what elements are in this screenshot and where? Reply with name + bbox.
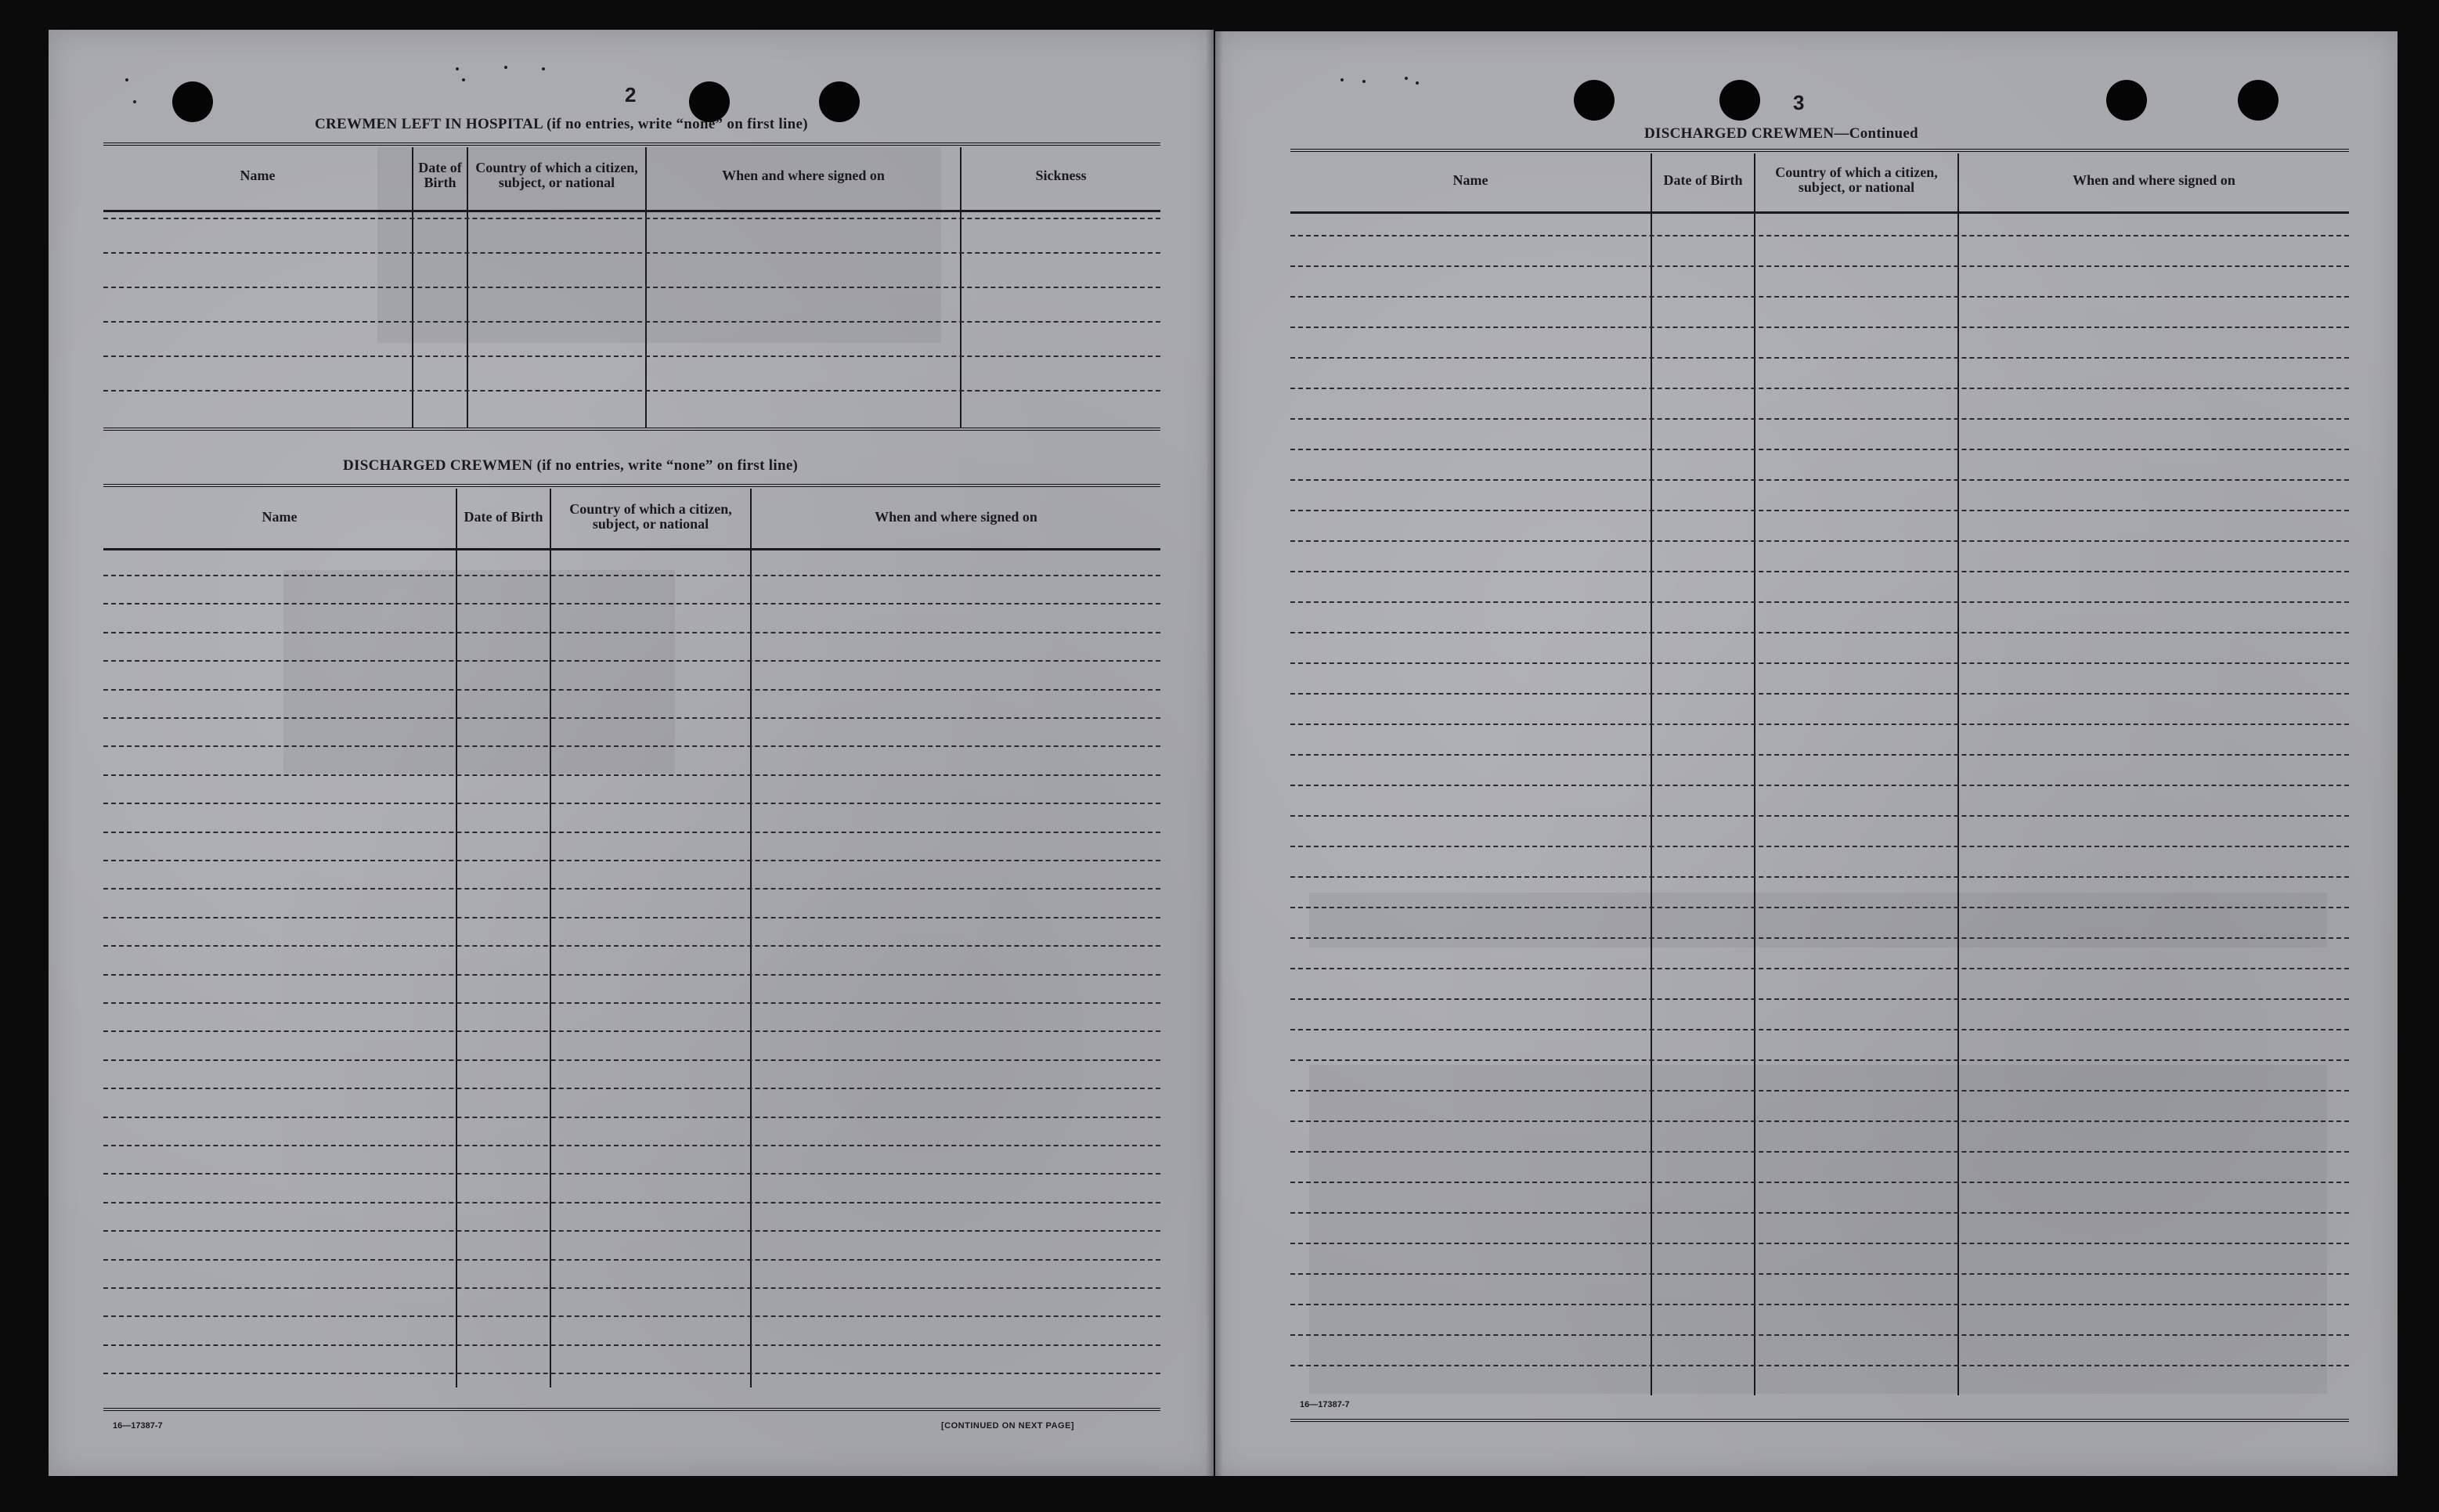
table-bottom-rule <box>103 428 1160 431</box>
table-row-line <box>1290 418 2349 420</box>
table-row-line <box>1290 601 2349 603</box>
table-row-line <box>103 660 1160 662</box>
table-row-line <box>1290 388 2349 389</box>
form-page-2 <box>49 30 1214 1476</box>
table-row-line <box>1290 235 2349 236</box>
table-row-line <box>1290 876 2349 878</box>
col-header-dob: Date of Birth <box>418 160 462 190</box>
table-row-line <box>1290 846 2349 847</box>
table-row-line <box>1290 937 2349 939</box>
col-header-country: Country of which a citizen, subject, or national <box>1775 164 1938 195</box>
table-row-line <box>1290 449 2349 450</box>
table-row-line <box>1290 998 2349 1000</box>
table-row-line <box>103 321 1160 323</box>
column-divider <box>1651 153 1652 1395</box>
discharged-table <box>103 484 1160 1424</box>
table-row-line <box>1290 662 2349 664</box>
table-row-line <box>103 860 1160 861</box>
table-row-line <box>103 1344 1160 1346</box>
form-number: 16—17387-7 <box>1300 1400 1350 1409</box>
speck <box>456 67 459 70</box>
binding-shadow <box>1215 31 1223 1476</box>
hospital-table <box>103 143 1160 459</box>
table-row-line <box>1290 1334 2349 1336</box>
table-row-line <box>103 1315 1160 1317</box>
page-number: 3 <box>1793 91 1805 114</box>
table-row-line <box>103 1373 1160 1374</box>
table-row-line <box>1290 754 2349 756</box>
col-header-name: Name <box>1452 171 1488 188</box>
speck <box>1416 81 1419 85</box>
binding-shadow <box>1206 30 1214 1476</box>
col-header-name: Name <box>240 167 276 183</box>
table-row-line <box>1290 815 2349 817</box>
punch-hole <box>1719 80 1760 121</box>
table-row-line <box>1290 785 2349 786</box>
table-row-line <box>103 1059 1160 1061</box>
col-header-signed: When and where signed on <box>875 508 1037 525</box>
table-row-line <box>103 1230 1160 1232</box>
column-divider <box>1754 153 1755 1395</box>
table-row-line <box>103 974 1160 976</box>
col-header-dob: Date of Birth <box>464 508 543 525</box>
header-underline <box>103 210 1160 212</box>
col-header-sickness: Sickness <box>1035 167 1087 183</box>
speck <box>542 67 545 70</box>
table-row-line <box>103 832 1160 833</box>
col-header-country: Country of which a citizen, subject, or national <box>475 160 638 190</box>
discharged-continued-table <box>1290 149 2349 1433</box>
table-row-line <box>1290 357 2349 359</box>
col-header-country: Country of which a citizen, subject, or national <box>569 501 732 532</box>
table-row-line <box>1290 693 2349 695</box>
page-number: 2 <box>625 83 637 106</box>
table-row-line <box>103 803 1160 804</box>
speck <box>133 100 136 103</box>
punch-hole <box>2106 80 2147 121</box>
form-number: 16—17387-7 <box>113 1421 163 1431</box>
column-divider <box>1957 153 1959 1395</box>
table-row-line <box>103 575 1160 576</box>
speck <box>125 78 128 81</box>
table-row-line <box>103 745 1160 747</box>
table-row-line <box>103 1259 1160 1261</box>
table-row-line <box>103 1202 1160 1203</box>
punch-hole <box>1574 80 1615 121</box>
table-row-line <box>1290 510 2349 511</box>
column-divider <box>750 489 752 1388</box>
table-row-line <box>1290 632 2349 633</box>
table-row-line <box>1290 1273 2349 1275</box>
table-row-line <box>1290 571 2349 572</box>
table-row-line <box>103 252 1160 254</box>
header-underline <box>103 548 1160 550</box>
punch-hole <box>819 81 860 122</box>
column-divider <box>550 489 551 1388</box>
hospital-section-title: CREWMEN LEFT IN HOSPITAL (if no entries, write “none” on first line) <box>315 116 808 132</box>
table-row-line <box>1290 265 2349 267</box>
col-header-signed: When and where signed on <box>2073 171 2235 188</box>
table-row-line <box>103 717 1160 719</box>
col-header-dob: Date of Birth <box>1663 171 1743 188</box>
table-row-line <box>103 218 1160 219</box>
table-row-line <box>103 287 1160 288</box>
table-row-line <box>103 1088 1160 1089</box>
table-row-line <box>1290 1151 2349 1153</box>
speck <box>504 66 507 69</box>
table-row-line <box>1290 1059 2349 1061</box>
continued-note: [CONTINUED ON NEXT PAGE] <box>941 1421 1075 1431</box>
table-row-line <box>103 1030 1160 1032</box>
table-row-line <box>1290 1365 2349 1366</box>
table-row-line <box>1290 1090 2349 1092</box>
header-underline <box>1290 211 2349 214</box>
table-row-line <box>1290 296 2349 298</box>
table-row-line <box>1290 1120 2349 1122</box>
table-row-line <box>1290 1182 2349 1183</box>
form-page-3 <box>1215 31 2398 1476</box>
table-row-line <box>1290 327 2349 328</box>
table-bottom-rule <box>103 1408 1160 1411</box>
discharged-section-title: DISCHARGED CREWMEN (if no entries, write “none” on first line) <box>343 457 799 474</box>
punch-hole <box>172 81 213 122</box>
table-row-line <box>1290 1304 2349 1305</box>
table-row-line <box>103 1287 1160 1289</box>
table-bottom-rule <box>1290 1419 2349 1422</box>
table-row-line <box>103 1002 1160 1004</box>
column-divider <box>456 489 457 1388</box>
speck <box>1405 77 1408 80</box>
table-row-line <box>1290 1243 2349 1244</box>
table-row-line <box>103 774 1160 776</box>
table-row-line <box>1290 724 2349 725</box>
discharged-continued-title: DISCHARGED CREWMEN—Continued <box>1644 125 1918 142</box>
table-row-line <box>1290 540 2349 542</box>
table-row-line <box>1290 907 2349 908</box>
table-row-line <box>103 1117 1160 1118</box>
punch-hole <box>2238 80 2278 121</box>
table-row-line <box>1290 1212 2349 1214</box>
table-row-line <box>103 632 1160 633</box>
col-header-name: Name <box>262 508 298 525</box>
table-row-line <box>103 917 1160 918</box>
table-row-line <box>103 390 1160 392</box>
table-row-line <box>1290 1029 2349 1030</box>
table-row-line <box>103 603 1160 604</box>
speck <box>1362 80 1366 83</box>
table-row-line <box>103 355 1160 357</box>
speck <box>462 78 465 81</box>
speck <box>1340 78 1344 81</box>
table-row-line <box>1290 968 2349 969</box>
table-row-line <box>103 945 1160 947</box>
table-row-line <box>103 1173 1160 1175</box>
table-row-line <box>1290 479 2349 481</box>
table-row-line <box>103 689 1160 691</box>
col-header-signed: When and where signed on <box>722 167 885 183</box>
table-row-line <box>103 888 1160 890</box>
table-row-line <box>103 1145 1160 1146</box>
